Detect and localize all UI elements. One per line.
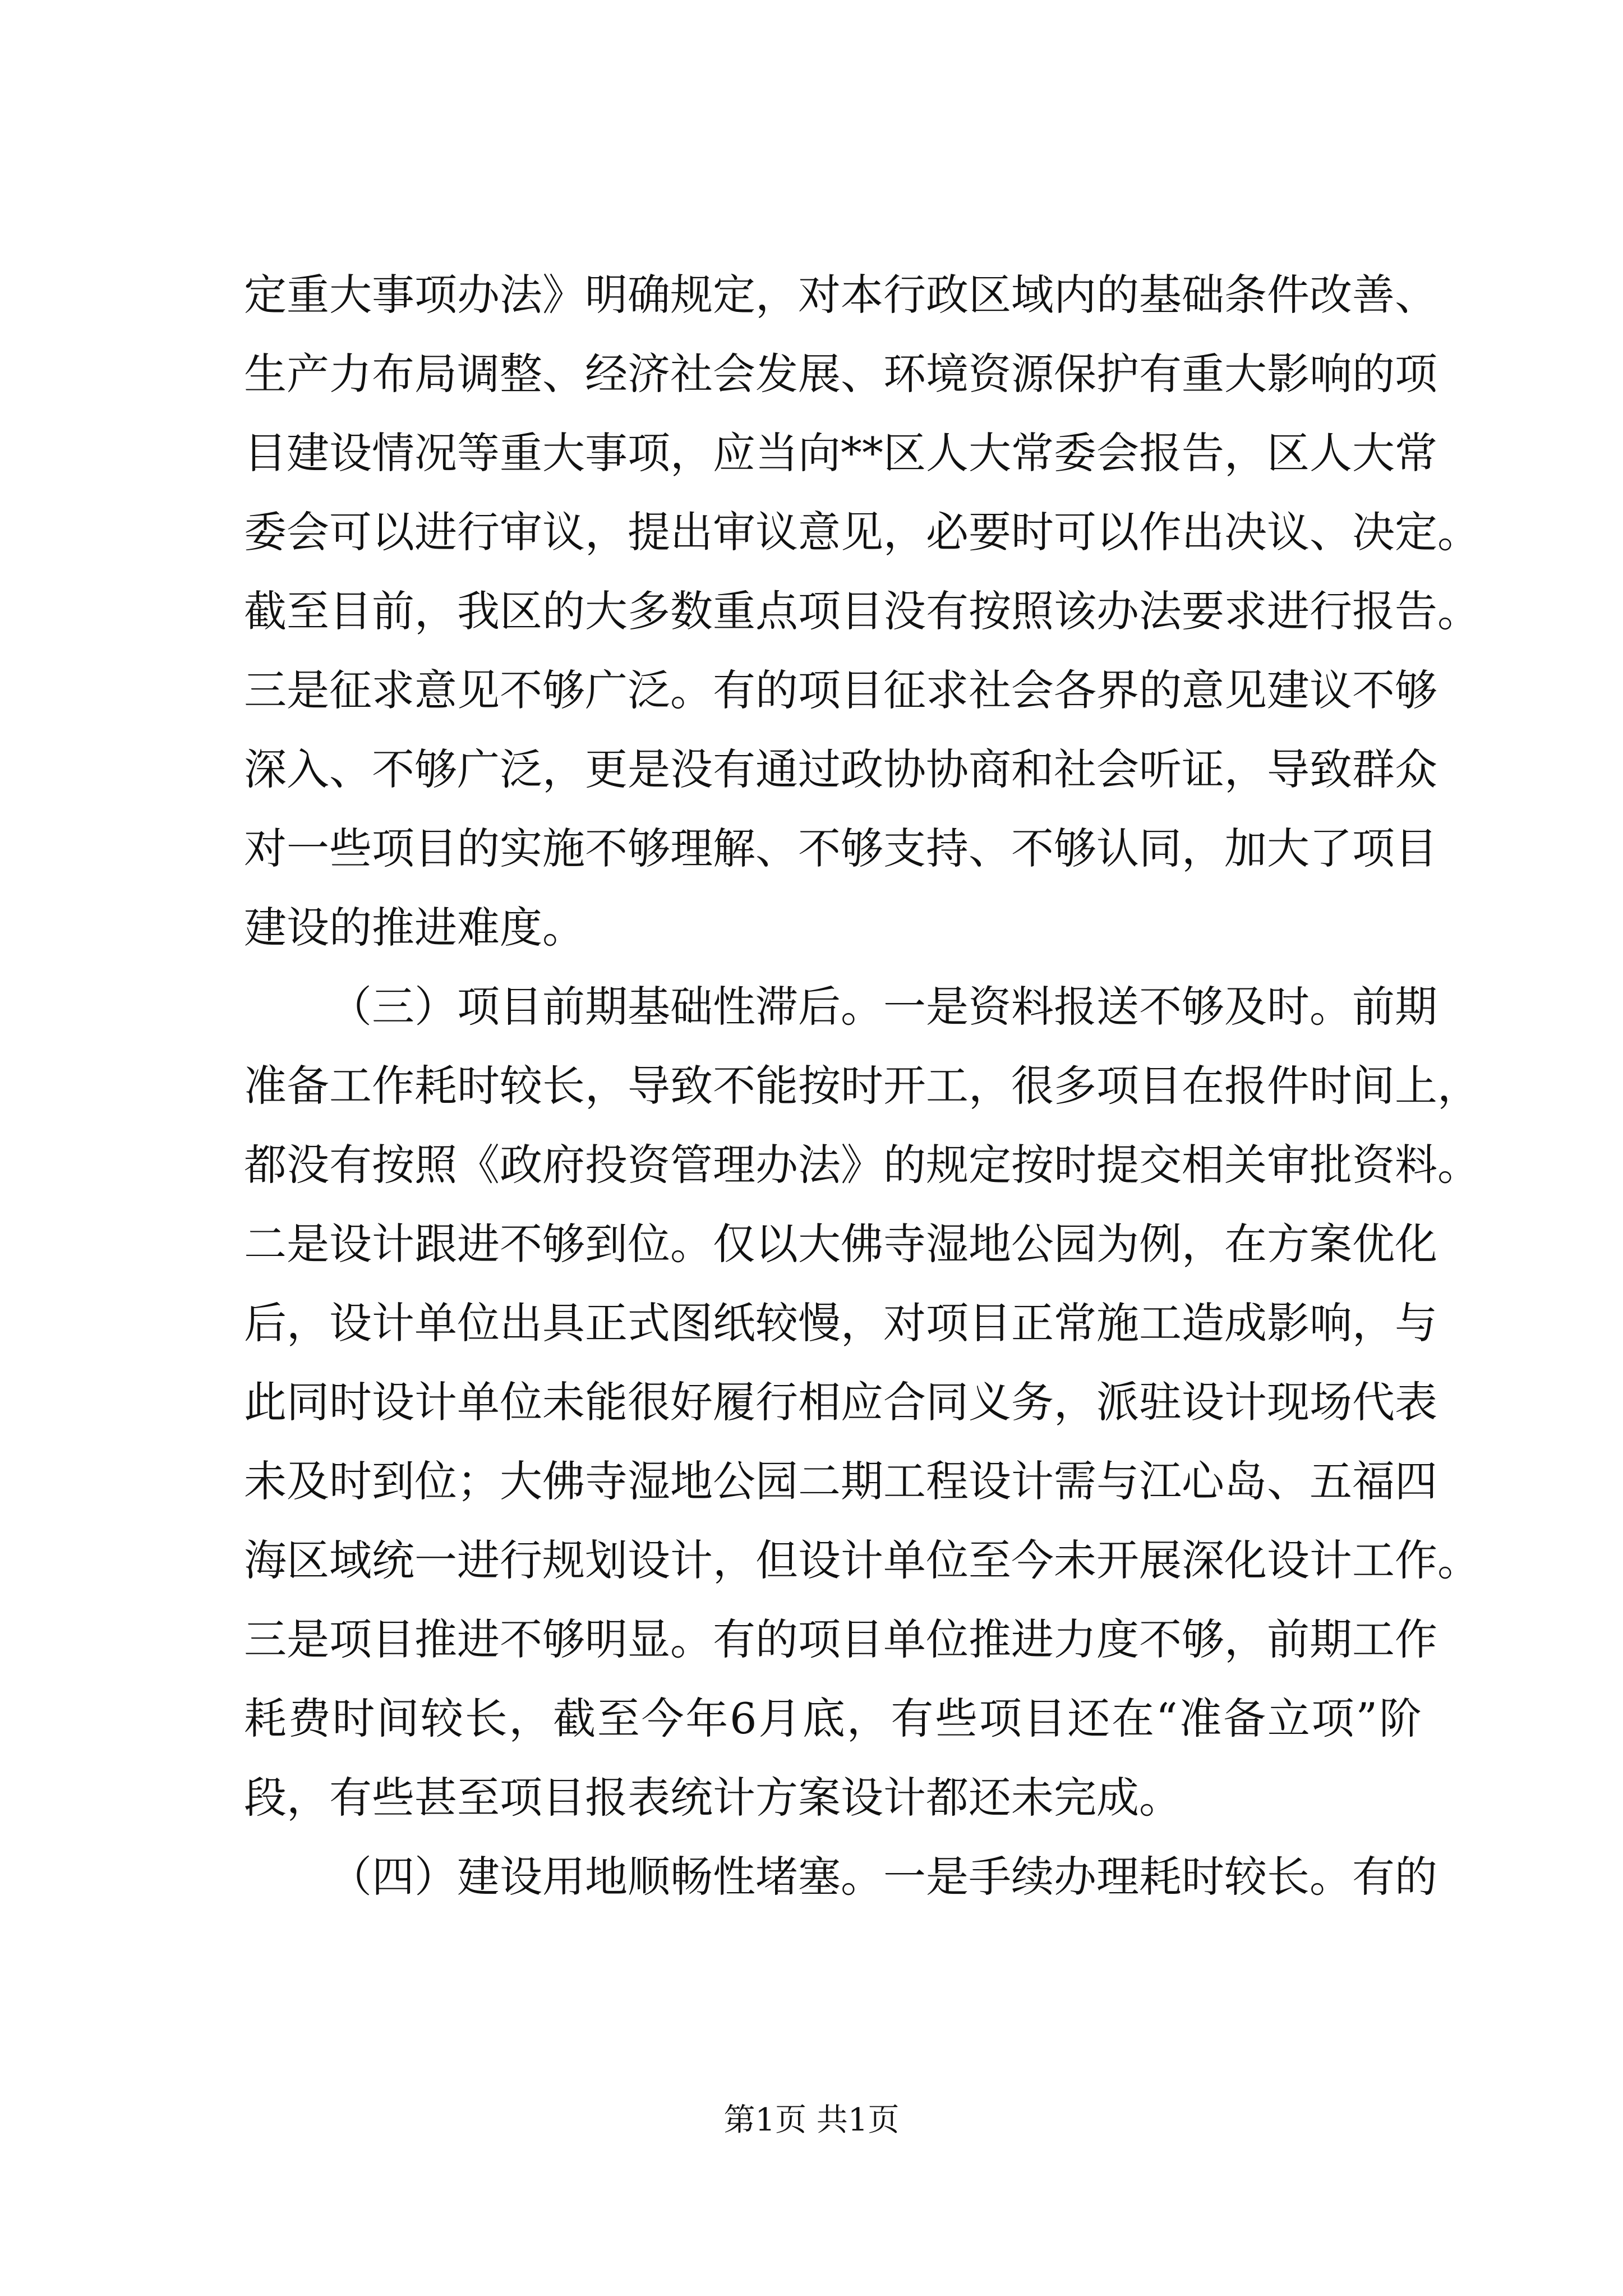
body-text	[244, 255, 1480, 1916]
text-line: 对一些项目的实施不够理解、不够支持、不够认同，加大了项目	[244, 823, 1437, 873]
page-footer: 第1页 共1页	[723, 2102, 900, 2138]
text-line: 截至目前，我区的大多数重点项目没有按照该办法要求进行报告。	[244, 586, 1480, 636]
text-line: 三是征求意见不够广泛。有的项目征求社会各界的意见建议不够	[244, 665, 1437, 715]
text-line: 后，设计单位出具正式图纸较慢，对项目正常施工造成影响，与	[244, 1298, 1437, 1348]
text-line: 海区域统一进行规划设计，但设计单位至今未开展深化设计工作。	[244, 1535, 1480, 1585]
text-line: 段，有些甚至项目报表统计方案设计都还未完成。	[244, 1773, 1182, 1823]
section-heading-line: （四）建设用地顺畅性堵塞。一是手续办理耗时较长。有的	[329, 1852, 1437, 1902]
text-line: 生产力布局调整、经济社会发展、环境资源保护有重大影响的项	[244, 349, 1437, 399]
text-line: 未及时到位；大佛寺湿地公园二期工程设计需与江心岛、五福四	[244, 1456, 1437, 1506]
text-line: 准备工作耗时较长，导致不能按时开工，很多项目在报件时间上，	[244, 1061, 1480, 1111]
text-line: 委会可以进行审议，提出审议意见，必要时可以作出决议、决定。	[244, 507, 1480, 557]
text-line: 都没有按照《政府投资管理办法》的规定按时提交相关审批资料。	[244, 1140, 1480, 1190]
text-line: 定重大事项办法》明确规定，对本行政区域内的基础条件改善、	[244, 270, 1437, 320]
text-line: 此同时设计单位未能很好履行相应合同义务，派驻设计现场代表	[244, 1377, 1437, 1427]
section-heading-line: （三）项目前期基础性滞后。一是资料报送不够及时。前期	[329, 982, 1437, 1032]
text-line: 三是项目推进不够明显。有的项目单位推进力度不够，前期工作	[244, 1614, 1437, 1664]
text-line: 耗费时间较长，截至今年6月底，有些项目还在“准备立项”阶	[244, 1694, 1422, 1743]
text-line: 深入、不够广泛，更是没有通过政协协商和社会听证，导致群众	[244, 744, 1437, 794]
text-line: 目建设情况等重大事项，应当向**区人大常委会报告，区人大常	[244, 428, 1437, 478]
text-line: 建设的推进难度。	[244, 903, 585, 953]
text-line: 二是设计跟进不够到位。仅以大佛寺湿地公园为例，在方案优化	[244, 1219, 1437, 1269]
